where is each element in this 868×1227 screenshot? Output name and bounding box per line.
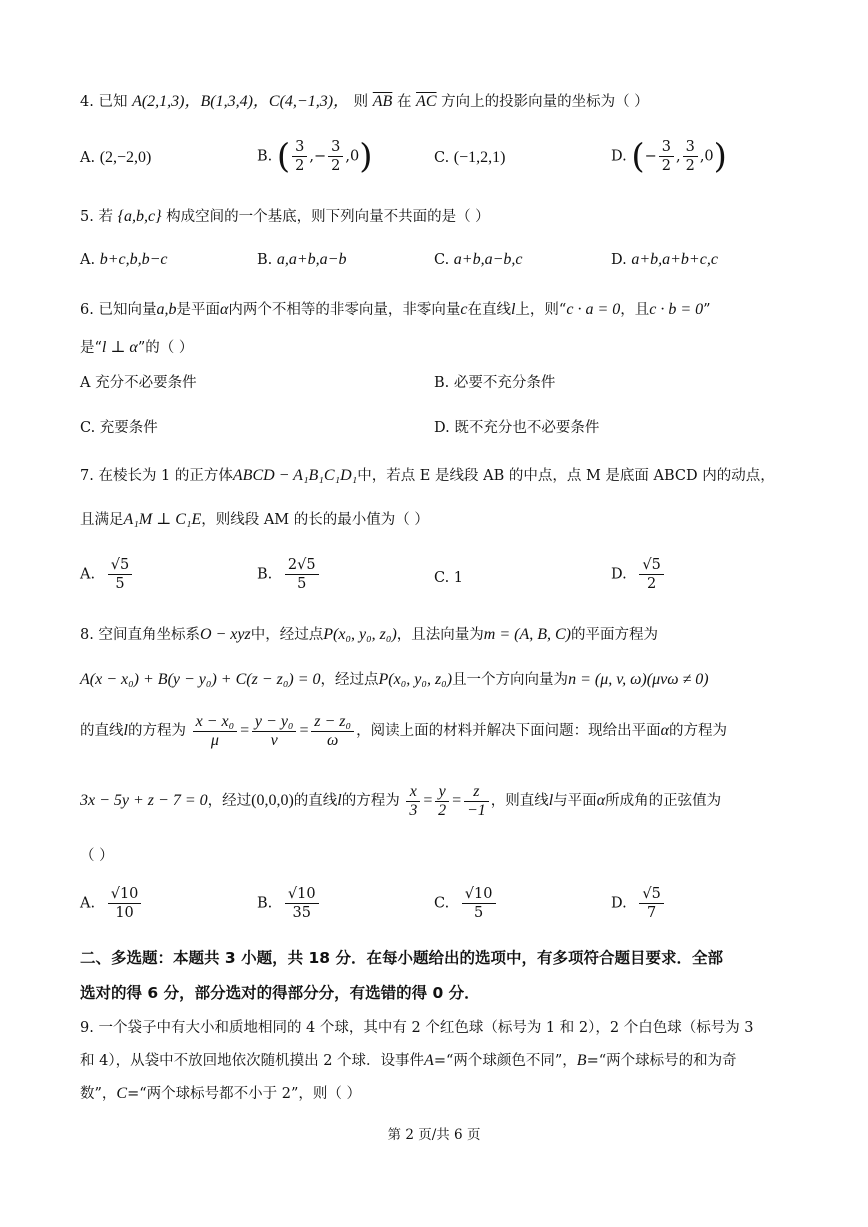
q9-event-b: B [576,1052,587,1069]
q8-l4-a: ，经过 [207,793,252,809]
q7-line2-a: 且满足 [80,512,124,528]
q4-option-b: B. ( $\frac{3}{2}$ ,− $\frac{3}{2}$ ,0) [257,136,373,177]
q4-points: A(2,1,3)，B(1,3,4)，C(4,−1,3)， [132,93,350,110]
q8-given-plane: 3x − 5y + z − 7 = 0 [80,792,208,809]
q7-option-c-label: C. [434,570,450,586]
q8-l3-a: 的直线 [80,723,124,739]
q5-option-d-label: D. [611,252,627,268]
q8-g1-den: 3 [409,801,418,819]
q4-stem-text-d: 方向上的投影向量的坐标为（ ） [441,94,649,110]
q9-l2-c: =“两个球标号的和为奇 [586,1053,737,1069]
q8-origin: (0,0,0) [251,792,294,809]
q8-b-num: √10 [285,885,319,904]
q6-stem-text-b: 是平面 [176,302,220,318]
q8-eq-sign-3: = [422,792,434,809]
q5-stem [80,207,798,227]
q8-plane-equation: A(x − x₀) + B(y − y₀) + C(z − z₀) = 0 [80,671,321,688]
section2-heading-line2: 选对的得 6 分，部分选对的得部分分，有选错的得 0 分． [80,984,480,1002]
q6-vector-c: c [460,301,468,318]
q8-a-den: 10 [115,905,134,921]
q5-option-c-label: C. [434,252,450,268]
q6-option-c-text: 充要条件 [99,420,158,436]
q7-stem-text: 7. 在棱长为 1 的正方体 [80,468,233,484]
section2-heading-line1: 二、多选题：本题共 3 小题，共 18 分．在每小题给出的选项中，有多项符合题目要求．全部 [80,949,723,967]
q8-l1-c: ，且法向量为 [396,627,484,643]
q4-b-num2: 3 [328,138,343,157]
q6-option-a-text: 充分不必要条件 [95,375,197,391]
q8-l3-c: ，阅读上面的材料并解决下面问题：现给出平面 [356,723,661,739]
q8-l4-d: ，则直线 [490,793,549,809]
q5-option-b [257,250,346,270]
q4-vector-ab: $\overline{AB}$ [372,93,393,110]
q9-line2 [80,1051,798,1071]
q8-line5 [80,846,798,866]
q8-frac3-den: ω [327,731,339,749]
q4-option-a-label: A. [80,150,96,166]
q8-coordinate-system: O − xyz [199,626,251,643]
q8-line4 [80,782,798,820]
q4-d-pre: − [644,148,657,165]
q6-option-a-label: A [80,375,91,391]
q9-line1: 9. 一个袋子中有大小和质地相同的 4 个球，其中有 2 个红色球（标号为 1 和 2），2 个白色球（标号为 3 [80,1020,754,1036]
q4-d-den2: 2 [685,158,695,174]
q4-b-num1: 3 [292,138,307,157]
q8-frac3-num: z − z₀ [311,713,354,732]
q7-d-num: √5 [639,556,663,575]
q8-l3-d: 的方程为 [669,723,727,739]
q7-cube: ABCD − A₁B₁C₁D₁ [232,467,358,484]
q6-perp: l ⊥ α [101,339,138,356]
q8-line-l: l [123,722,128,739]
q8-frac2-den: v [270,731,278,749]
q6-option-c-label: C. [80,420,96,436]
q7-stem-text-b: 中，若点 E 是线段 AB 的中点，点 M 是底面 ABCD 内的动点， [357,468,775,484]
q6-alpha: α [219,301,229,318]
q6-cond2: c · b = 0 [649,301,704,318]
q4-option-c-label: C. [434,150,450,166]
q8-option-d [611,885,666,922]
q7-option-c-text: 1 [453,570,464,586]
q6-stem-text-e: 上，则“ [515,302,567,318]
q4-b-end: ,0 [345,148,360,165]
q8-normal-vector: m = (A, B, C) [483,626,572,643]
q8-c-num: √10 [462,885,496,904]
q8-frac2-num: y − y₀ [252,713,297,732]
q8-alpha-2: α [596,792,606,809]
q6-line2-b: ”的（ ） [137,340,194,356]
q4-option-c [434,148,505,168]
q7-option-a-label: A. [80,566,96,583]
q5-option-a [80,250,168,270]
q5-basis: {a,b,c} [117,208,162,225]
q8-c-den: 5 [474,905,484,921]
q8-l4-e: 与平面 [553,793,597,809]
q6-stem-text-d: 在直线 [467,302,511,318]
q8-line2 [80,670,798,690]
q4-d-end: ,0 [699,148,714,165]
q7-option-d [611,556,666,593]
q8-l3-b: 的方程为 [127,723,186,739]
q5-stem-text: 5. 若 [80,209,113,225]
q4-option-c-text: (−1,2,1) [453,149,506,166]
q8-line-l-3: l [548,792,554,809]
q9-l3-a: 数”， [80,1086,117,1102]
q6-stem-text-g: ” [703,302,711,318]
q7-option-b [257,556,321,593]
q4-b-mid: ,− [309,148,327,165]
q7-option-b-label: B. [257,566,273,583]
q8-option-d-label: D. [611,895,627,912]
q5-option-a-text: b+c,b,b−c [99,251,168,268]
q8-line3 [80,712,798,750]
q4-option-a-text: (2,−2,0) [99,149,152,166]
q6-vectors: a,b [156,301,177,318]
q8-frac1-den: μ [210,731,219,749]
q8-eq-sign-4: = [451,792,462,809]
q6-option-d-label: D. [434,420,450,436]
q4-stem-text-b: 则 [353,94,369,110]
page-footer: 第 2 页/共 6 页 [387,1127,481,1143]
q6-option-a [80,373,197,393]
q7-a-num: √5 [108,556,132,575]
q8-option-a-label: A. [80,895,96,912]
q8-direction-vector: n = (μ, v, ω)(μvω ≠ 0) [568,671,709,688]
q5-option-c-text: a+b,a−b,c [453,251,523,268]
q5-stem-text-b: 构成空间的一个基底，则下列向量不共面的是（ ） [166,209,490,225]
q4-vector-ac: $\overline{AC}$ [416,93,437,110]
q7-stem-line1 [80,466,798,486]
q8-point-p: P(x₀, y₀, z₀) [323,626,397,643]
q8-answer-paren: （ ） [80,848,114,864]
q5-option-d-text: a+b,a+b+c,c [631,251,718,268]
q8-b-den: 35 [292,905,311,921]
q4-b-den2: 2 [331,158,341,174]
q4-option-a [80,148,151,168]
q8-eq-sign-1: = [239,722,250,739]
q4-b-den1: 2 [295,158,305,174]
q8-l4-f: 所成角的正弦值为 [605,793,722,809]
q9-l2-b: =“两个球颜色不同”， [433,1053,577,1069]
q6-option-b-label: B. [434,375,450,391]
q8-line1 [80,625,798,645]
q7-stem-line2 [80,510,798,530]
q8-a-num: √10 [108,885,142,904]
q7-option-c [434,568,463,588]
q6-stem-text-c: 内两个不相等的非零向量，非零向量 [228,302,461,318]
q8-l4-c: 的方程为 [341,793,400,809]
q6-option-c [80,418,158,438]
q6-option-b-text: 必要不充分条件 [453,375,556,391]
q9-event-c: C [116,1085,128,1102]
q8-option-b [257,885,321,922]
q9-event-a: A [424,1052,434,1069]
q8-alpha: α [660,722,669,739]
q7-line2-b: ，则线段 AM 的长的最小值为（ ） [201,512,429,528]
q8-l4-b: 的直线 [293,793,338,809]
q8-g3-num: z [464,783,489,802]
q4-d-mid: , [675,148,681,165]
q8-g2-den: 2 [438,801,447,819]
q6-option-d-text: 既不充分也不必要条件 [454,420,600,436]
q6-cond1: c · a = 0 [566,301,621,318]
q9-l3-b: =“两个球标号都不小于 2”，则（ ） [127,1086,362,1102]
q9-line3 [80,1084,798,1104]
q4-d-den1: 2 [661,158,671,174]
q6-line2-a: 是“ [80,340,102,356]
q4-option-b-label: B. [257,148,273,165]
q8-option-b-label: B. [257,895,273,912]
q6-stem-line2 [80,338,798,358]
q8-d-den: 7 [646,905,657,921]
q7-b-den: 5 [297,576,307,592]
q7-condition: A₁M ⊥ C₁E [123,511,202,528]
q7-option-d-label: D. [611,566,627,583]
q6-stem-text-f: ，且 [620,302,650,318]
q7-a-den: 5 [115,576,125,592]
q6-stem-text: 6. 已知向量 [80,302,157,318]
q8-eq-sign-2: = [298,722,310,739]
q7-b-num: 2√5 [285,556,319,575]
q6-line-l: l [510,301,516,318]
q5-option-c [434,250,523,270]
q8-l1-a: 8. 空间直角坐标系 [80,627,200,643]
q8-l1-d: 的平面方程为 [571,627,659,643]
q8-l1-b: 中，经过点 [250,627,324,643]
q8-frac1-num: x − x₀ [193,713,238,732]
q8-option-a [80,885,143,922]
q7-option-a [80,556,134,593]
q4-stem [80,92,798,112]
q4-option-d-label: D. [611,148,627,165]
q6-option-b [434,373,555,393]
q8-d-num: √5 [639,885,663,904]
q8-option-c [434,885,498,922]
q8-l2-a: ，经过点 [320,672,379,688]
q5-option-a-label: A. [80,252,96,268]
q8-g2-num: y [435,783,449,802]
q5-option-b-label: B. [257,252,273,268]
q5-option-d [611,250,718,270]
q4-stem-text-c: 在 [396,94,412,110]
q8-g1-num: x [406,783,420,802]
q6-stem-line1 [80,300,798,320]
q8-point-p-2: P(x₀, y₀, z₀) [378,671,453,688]
q4-d-num2: 3 [683,138,698,157]
q8-line-l-2: l [337,792,342,809]
q8-g3-den: −1 [466,801,486,819]
q9-l2-a: 和 4），从袋中不放回地依次随机摸出 2 个球．设事件 [80,1053,425,1069]
q6-option-d [434,418,599,438]
q5-option-b-text: a,a+b,a−b [276,251,347,268]
q8-option-c-label: C. [434,895,450,912]
q4-stem-text: 4. 已知 [80,94,128,110]
q4-d-num1: 3 [659,138,674,157]
q8-l2-b: 且一个方向向量为 [452,672,569,688]
q4-option-d: D. (− $\frac{3}{2}$ , $\frac{3}{2}$ ,0) [611,136,727,177]
q7-d-den: 2 [646,576,657,592]
